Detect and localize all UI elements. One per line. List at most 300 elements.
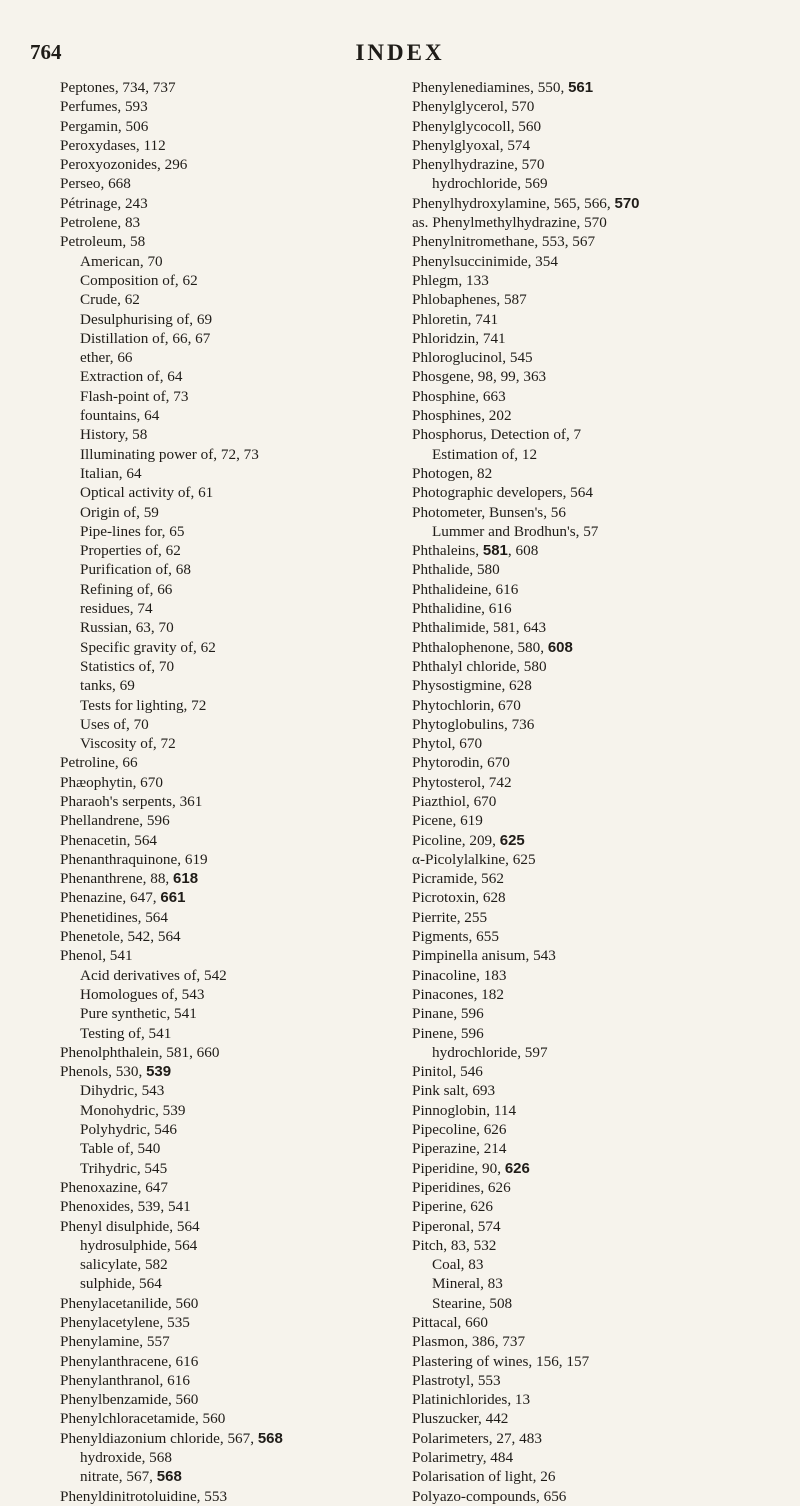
- index-entry-bold-page: 626: [504, 1159, 530, 1177]
- index-entry: [60, 1236, 400, 1255]
- index-entry: [60, 1409, 400, 1428]
- index-entry: [60, 464, 400, 483]
- index-entry: [60, 1467, 400, 1486]
- index-entry-text: Phthalimide, 581, 643: [412, 619, 547, 637]
- index-entry-text: Peptones, 734, 737: [60, 79, 176, 96]
- index-entry: [412, 831, 752, 850]
- index-entry: [60, 1255, 400, 1274]
- index-entry-text: Phloridzin, 741: [412, 329, 506, 347]
- index-entry: [412, 271, 752, 290]
- index-entry: [60, 908, 400, 927]
- index-entry: [60, 1429, 400, 1448]
- index-entry-text: Phlobaphenes, 587: [412, 291, 527, 309]
- index-entry-text: Refining of, 66: [80, 580, 173, 598]
- index-entry-text: Viscosity of, 72: [80, 735, 176, 753]
- index-entry-text: Piperidine, 90,: [412, 1159, 505, 1177]
- index-entry-text: Petroline, 66: [60, 754, 138, 772]
- index-entry-text: Phenanthrene, 88,: [60, 870, 174, 888]
- index-entry-text: fountains, 64: [80, 407, 160, 425]
- index-entry: [412, 1120, 752, 1139]
- index-entry-text: Phlegm, 133: [412, 271, 489, 289]
- index-entry: [412, 348, 752, 367]
- index-entry: [60, 1024, 400, 1043]
- index-entry: [60, 1062, 400, 1081]
- index-entry-text: Italian, 64: [80, 464, 142, 482]
- index-entry-text: Plasmon, 386, 737: [412, 1333, 526, 1351]
- index-entry-text: Phenetidines, 564: [60, 908, 168, 926]
- index-entry: [60, 792, 400, 811]
- index-entry-text: Phenolphthalein, 581, 660: [60, 1043, 220, 1061]
- index-entry-text: Properties of, 62: [80, 542, 181, 560]
- index-entry-text: Pinitol, 546: [412, 1063, 483, 1081]
- index-entry-text: Phthalophenone, 580,: [412, 638, 548, 656]
- index-entry: [60, 387, 400, 406]
- index-entry: [412, 78, 752, 97]
- index-entry: [60, 676, 400, 695]
- index-entry: [60, 580, 400, 599]
- index-entry: [60, 97, 400, 116]
- index-entry-text: Phenanthraquinone, 619: [60, 850, 208, 868]
- index-entry-text: Pimpinella anisum, 543: [412, 947, 556, 965]
- index-entry-text: Extraction of, 64: [80, 368, 183, 386]
- index-entry-text: Pitch, 83, 532: [412, 1236, 497, 1254]
- index-entry-text: Physostigmine, 628: [412, 677, 532, 695]
- index-entry: [412, 1004, 752, 1023]
- index-entry-text: Testing of, 541: [80, 1024, 172, 1042]
- page-number: 764: [30, 40, 62, 64]
- index-entry: [60, 174, 400, 193]
- index-entry-text: Phytosterol, 742: [412, 773, 512, 791]
- index-entry-text: Phytol, 670: [412, 735, 483, 753]
- index-entry-text: Phenylsuccinimide, 354: [412, 252, 558, 270]
- index-entry: [412, 560, 752, 579]
- index-entry: [412, 387, 752, 406]
- index-entry: [60, 618, 400, 637]
- index-entry-text: Piazthiol, 670: [412, 792, 497, 810]
- index-entry-text: Phenoxides, 539, 541: [60, 1198, 191, 1216]
- index-entry: [412, 1197, 752, 1216]
- index-entry-text: Pluszucker, 442: [412, 1410, 509, 1428]
- index-entry-text: Picrotoxin, 628: [412, 889, 506, 907]
- index-entry: [60, 78, 400, 97]
- index-entry-text: Phenylamine, 557: [60, 1333, 170, 1351]
- index-entry: [412, 1274, 752, 1293]
- index-entry-text: sulphide, 564: [80, 1275, 162, 1293]
- index-entry-text: Phthalideine, 616: [412, 580, 519, 598]
- index-entry-text: Phenylglycocoll, 560: [412, 117, 542, 135]
- index-entry: [60, 503, 400, 522]
- index-entry-text: Pink salt, 693: [412, 1082, 496, 1100]
- index-entry-bold-page: 561: [568, 79, 594, 96]
- index-entry: [412, 811, 752, 830]
- index-entry-text: Phenyldinitrotoluidine, 553: [60, 1487, 228, 1505]
- index-entry: [60, 696, 400, 715]
- index-entry: [60, 1371, 400, 1390]
- index-entry: [60, 1178, 400, 1197]
- index-entry: [60, 753, 400, 772]
- index-entry-text: tanks, 69: [80, 677, 135, 695]
- index-entry-text: Lummer and Brodhun's, 57: [432, 522, 599, 540]
- index-entry: [60, 1120, 400, 1139]
- index-entry-bold-page: 608: [547, 638, 573, 656]
- index-entry: [412, 1024, 752, 1043]
- index-entry: [60, 290, 400, 309]
- index-entry-text: Phloretin, 741: [412, 310, 499, 328]
- index-entry: [60, 1448, 400, 1467]
- index-entry: [60, 773, 400, 792]
- index-entry: [412, 483, 752, 502]
- index-entry-text: Phenol, 541: [60, 947, 133, 965]
- index-entry: [412, 252, 752, 271]
- index-entry: [412, 1448, 752, 1467]
- index-entry: [412, 657, 752, 676]
- index-entry: [60, 1487, 400, 1506]
- index-entry-text: Uses of, 70: [80, 715, 149, 733]
- index-entry: [60, 155, 400, 174]
- index-entry: [60, 271, 400, 290]
- index-entry-text: Phosphines, 202: [412, 407, 512, 425]
- index-entry: [60, 483, 400, 502]
- index-entry-text: Phenyldiazonium chloride, 567,: [60, 1429, 258, 1447]
- index-entry: [60, 657, 400, 676]
- index-entry-bold-page: 618: [173, 870, 199, 888]
- index-entry-text: Pinacones, 182: [412, 985, 504, 1003]
- index-entry-text: Distillation of, 66, 67: [80, 329, 211, 347]
- index-entry-bold-page: 661: [160, 889, 186, 907]
- index-entry-text: Plastering of wines, 156, 157: [412, 1352, 590, 1370]
- index-entry-text: Phenylglycerol, 570: [412, 98, 535, 116]
- index-entry: [412, 522, 752, 541]
- index-entry-text: Pure synthetic, 541: [80, 1005, 197, 1023]
- index-entry-text: Phenyl disulphide, 564: [60, 1217, 200, 1235]
- index-entry: [60, 1197, 400, 1216]
- index-entry-text: Pinnoglobin, 114: [412, 1101, 517, 1119]
- index-entry-text: Illuminating power of, 72, 73: [80, 445, 259, 463]
- index-entry-text: Phenylanthranol, 616: [60, 1371, 190, 1389]
- index-entry: [412, 792, 752, 811]
- index-entry-text: Peroxydases, 112: [60, 136, 166, 154]
- index-entry-text: Phytoglobulins, 736: [412, 715, 535, 733]
- index-entry: [60, 1081, 400, 1100]
- index-entry-text: Phenylnitromethane, 553, 567: [412, 233, 596, 251]
- index-entry: [60, 599, 400, 618]
- index-entry: [412, 97, 752, 116]
- index-entry: [412, 1101, 752, 1120]
- index-entry: [60, 522, 400, 541]
- index-entry: [412, 1467, 752, 1486]
- index-entry: [60, 136, 400, 155]
- index-entry: [412, 136, 752, 155]
- index-entry-text: Phenylchloracetamide, 560: [60, 1410, 226, 1428]
- index-entry: [60, 232, 400, 251]
- index-entry: [60, 425, 400, 444]
- index-entry: [412, 676, 752, 695]
- index-entry: [60, 734, 400, 753]
- index-entry-text: Picramide, 562: [412, 870, 504, 888]
- index-entry-text: Purification of, 68: [80, 561, 191, 579]
- index-entry: [412, 1043, 752, 1062]
- index-entry-text: hydrosulphide, 564: [80, 1236, 198, 1254]
- index-entry: [412, 618, 752, 637]
- index-entry-text: Perseo, 668: [60, 175, 131, 193]
- index-entry-text: Piperazine, 214: [412, 1140, 507, 1158]
- index-entry-text: Flash-point of, 73: [80, 387, 189, 405]
- index-entry: [412, 503, 752, 522]
- index-entry: [412, 599, 752, 618]
- index-entry: [412, 1255, 752, 1274]
- index-entry-text: Petroleum, 58: [60, 233, 146, 251]
- index-entry: [412, 174, 752, 193]
- index-entry-text: Stearine, 508: [432, 1294, 513, 1312]
- index-entry: [412, 1081, 752, 1100]
- index-entry: [412, 927, 752, 946]
- index-entry-text: Phthalyl chloride, 580: [412, 657, 547, 675]
- index-entry-text: Pierrite, 255: [412, 908, 488, 926]
- index-entry-text: Polarimeters, 27, 483: [412, 1429, 542, 1447]
- index-entry-text: Picene, 619: [412, 812, 483, 830]
- index-entry-text: Petrolene, 83: [60, 214, 141, 232]
- index-entry: [412, 888, 752, 907]
- index-entry: [412, 638, 752, 657]
- index-entry-text: Crude, 62: [80, 291, 140, 309]
- index-entry: [412, 1371, 752, 1390]
- index-entry-text: Pipe-lines for, 65: [80, 522, 185, 540]
- index-entry: [60, 541, 400, 560]
- index-entry: [412, 1217, 752, 1236]
- index-entry-text: salicylate, 582: [80, 1256, 168, 1274]
- index-entry-text: Pittacal, 660: [412, 1314, 488, 1331]
- index-entry-text: Pipecoline, 626: [412, 1121, 507, 1139]
- index-entry-text: Phthaleins,: [412, 542, 483, 560]
- index-entry-text: Pharaoh's serpents, 361: [60, 792, 203, 810]
- index-entry-text: hydroxide, 568: [80, 1449, 172, 1467]
- index-entry: [412, 869, 752, 888]
- index-entry-text: Perfumes, 593: [60, 98, 148, 116]
- index-entry-text: Tests for lighting, 72: [80, 696, 207, 714]
- index-column-left: [60, 78, 400, 1506]
- index-entry: [412, 310, 752, 329]
- index-entry: [60, 1274, 400, 1293]
- index-entry: [60, 985, 400, 1004]
- index-entry-text: Phenoxazine, 647: [60, 1178, 168, 1196]
- index-entry: [60, 946, 400, 965]
- index-entry: [412, 580, 752, 599]
- index-entry-text: Phenylglyoxal, 574: [412, 136, 531, 154]
- index-entry-text: ether, 66: [80, 349, 133, 367]
- index-entry-text: Platinichlorides, 13: [412, 1391, 531, 1409]
- index-entry: [412, 464, 752, 483]
- index-entry: [60, 117, 400, 136]
- index-entry: [412, 966, 752, 985]
- index-entry-text: Dihydric, 543: [80, 1082, 165, 1100]
- index-entry-text: Specific gravity of, 62: [80, 638, 216, 656]
- index-entry-text: Pigments, 655: [412, 928, 499, 946]
- index-entry: [412, 232, 752, 251]
- index-entry-text: Photogen, 82: [412, 464, 493, 482]
- index-entry-text: Mineral, 83: [432, 1275, 503, 1293]
- index-entry: [412, 1332, 752, 1351]
- index-entry: [412, 753, 752, 772]
- index-entry-text: Piperine, 626: [412, 1198, 493, 1216]
- index-entry-text: nitrate, 567,: [80, 1468, 157, 1486]
- index-entry: [60, 310, 400, 329]
- index-entry-bold-page: 570: [614, 194, 640, 212]
- index-entry: [60, 1159, 400, 1178]
- page-header: [30, 40, 770, 70]
- index-entry: [60, 927, 400, 946]
- index-entry: [60, 1313, 400, 1332]
- index-entry: [412, 425, 752, 444]
- index-entry-text: Pétrinage, 243: [60, 194, 148, 212]
- index-entry-text: Pinacoline, 183: [412, 966, 507, 984]
- index-entry: [60, 1352, 400, 1371]
- index-entry: [412, 734, 752, 753]
- index-entry: [60, 715, 400, 734]
- index-entry: [412, 213, 752, 232]
- index-entry: [412, 541, 752, 560]
- index-entry: [412, 194, 752, 213]
- index-entry: [60, 888, 400, 907]
- index-entry-text: Phenetole, 542, 564: [60, 928, 181, 946]
- index-entry-text: Russian, 63, 70: [80, 619, 174, 637]
- index-entry-text: as. Phenylmethylhydrazine, 570: [412, 214, 607, 232]
- index-entry-text: Phenols, 530,: [60, 1063, 147, 1081]
- index-entry: [412, 773, 752, 792]
- index-entry: [60, 1217, 400, 1236]
- index-entry-text: Pinene, 596: [412, 1024, 484, 1042]
- index-entry: [412, 908, 752, 927]
- index-entry: [412, 1294, 752, 1313]
- index-entry: [412, 1178, 752, 1197]
- running-title: INDEX: [355, 40, 445, 65]
- index-entry-text: Phenylhydroxylamine, 565, 566,: [412, 194, 615, 212]
- index-entry: [412, 406, 752, 425]
- index-entry: [60, 194, 400, 213]
- index-entry-text: α-Picolylalkine, 625: [412, 850, 536, 868]
- index-entry-text: Origin of, 59: [80, 503, 159, 521]
- index-entry: [412, 290, 752, 309]
- index-entry-text: Pinane, 596: [412, 1005, 484, 1023]
- index-entry: [60, 638, 400, 657]
- index-entry-text: American, 70: [80, 252, 163, 270]
- index-entry: [412, 1236, 752, 1255]
- index-entry-text: Phloroglucinol, 545: [412, 349, 533, 367]
- index-entry-text: Piperidines, 626: [412, 1178, 511, 1196]
- index-entry-text: Coal, 83: [432, 1256, 484, 1274]
- index-entry-text: Desulphurising of, 69: [80, 310, 213, 328]
- index-entry-text: Phosgene, 98, 99, 363: [412, 368, 547, 386]
- index-entry-text: Table of, 540: [80, 1140, 161, 1158]
- index-entry: [60, 406, 400, 425]
- index-entry: [412, 1487, 752, 1506]
- index-entry-bold-page: 568: [257, 1429, 283, 1447]
- index-entry-text: Phenylhydrazine, 570: [412, 156, 545, 174]
- index-entry-text: Peroxyozonides, 296: [60, 156, 188, 174]
- index-entry: [412, 1429, 752, 1448]
- index-entry-text: Polyhydric, 546: [80, 1121, 178, 1139]
- index-entry-text: Phytochlorin, 670: [412, 696, 521, 714]
- index-entry: [60, 966, 400, 985]
- index-entry: [60, 811, 400, 830]
- index-entry-bold-page: 539: [146, 1063, 172, 1081]
- index-entry: [412, 367, 752, 386]
- index-entry: [412, 696, 752, 715]
- index-entry-text: Composition of, 62: [80, 271, 198, 289]
- index-entry: [60, 213, 400, 232]
- index-entry-bold-page: 568: [156, 1468, 182, 1486]
- index-entry-text: Phenylacetanilide, 560: [60, 1294, 199, 1312]
- index-entry: [60, 445, 400, 464]
- index-entry: [60, 348, 400, 367]
- index-entry-text: Photometer, Bunsen's, 56: [412, 503, 566, 521]
- index-entry-text: Phosphorus, Detection of, 7: [412, 426, 582, 444]
- index-entry-text: Phytorodin, 670: [412, 754, 510, 772]
- index-entry: [412, 1313, 752, 1332]
- index-entry: [412, 850, 752, 869]
- index-entry-text: Polyazo-compounds, 656: [412, 1487, 567, 1505]
- index-entry-text: hydrochloride, 569: [432, 175, 548, 193]
- index-entry-text: Polarimetry, 484: [412, 1449, 514, 1467]
- index-entry-text: Plastrotyl, 553: [412, 1371, 501, 1389]
- index-entry: [412, 1139, 752, 1158]
- index-entry-text: Phthalidine, 616: [412, 600, 512, 618]
- index-entry: [60, 1332, 400, 1351]
- index-entry: [412, 1352, 752, 1371]
- index-entry-text: Acid derivatives of, 542: [80, 966, 227, 984]
- index-entry-text: Phenazine, 647,: [60, 889, 161, 907]
- index-entry-text: Statistics of, 70: [80, 657, 175, 675]
- index-entry-text: Pergamin, 506: [60, 117, 149, 135]
- index-entry: [412, 985, 752, 1004]
- index-entry: [60, 1139, 400, 1158]
- index-entry-text: Optical activity of, 61: [80, 484, 214, 502]
- index-entry-text: Picoline, 209,: [412, 831, 500, 849]
- index-entry: [412, 117, 752, 136]
- index-entry: [60, 252, 400, 271]
- index-entry: [60, 1101, 400, 1120]
- index-entry: [412, 445, 752, 464]
- index-entry: [60, 329, 400, 348]
- index-entry: [412, 715, 752, 734]
- index-entry-bold-page: 581: [482, 542, 508, 560]
- index-entry-text: Phellandrene, 596: [60, 812, 170, 830]
- index-entry: [412, 1159, 752, 1178]
- index-entry: [60, 1294, 400, 1313]
- index-entry-text: Phosphine, 663: [412, 387, 506, 405]
- index-entry: [60, 869, 400, 888]
- index-entry: [60, 1004, 400, 1023]
- index-entry-text: History, 58: [80, 426, 148, 444]
- index-entry-text: Trihydric, 545: [80, 1159, 168, 1177]
- index-entry-text: Polarisation of light, 26: [412, 1468, 556, 1486]
- index-entry: [412, 946, 752, 965]
- index-entry: [412, 1062, 752, 1081]
- index-entry-text: Piperonal, 574: [412, 1217, 501, 1235]
- index-entry: [60, 560, 400, 579]
- index-entry: [60, 831, 400, 850]
- index-entry: [60, 1390, 400, 1409]
- index-entry-text: Phthalide, 580: [412, 561, 500, 579]
- index-entry-text: Phenylenediamines, 550,: [412, 79, 569, 96]
- index-entry-text: Monohydric, 539: [80, 1101, 186, 1119]
- index-entry-text: Phenacetin, 564: [60, 831, 158, 849]
- index-entry-text: Phæophytin, 670: [60, 773, 163, 791]
- index-entry-text: hydrochloride, 597: [432, 1043, 548, 1061]
- index-column-right: [412, 78, 752, 1506]
- index-entry-text: Homologues of, 543: [80, 985, 205, 1003]
- index-entry-text: Phenylanthracene, 616: [60, 1352, 199, 1370]
- index-entry: [60, 850, 400, 869]
